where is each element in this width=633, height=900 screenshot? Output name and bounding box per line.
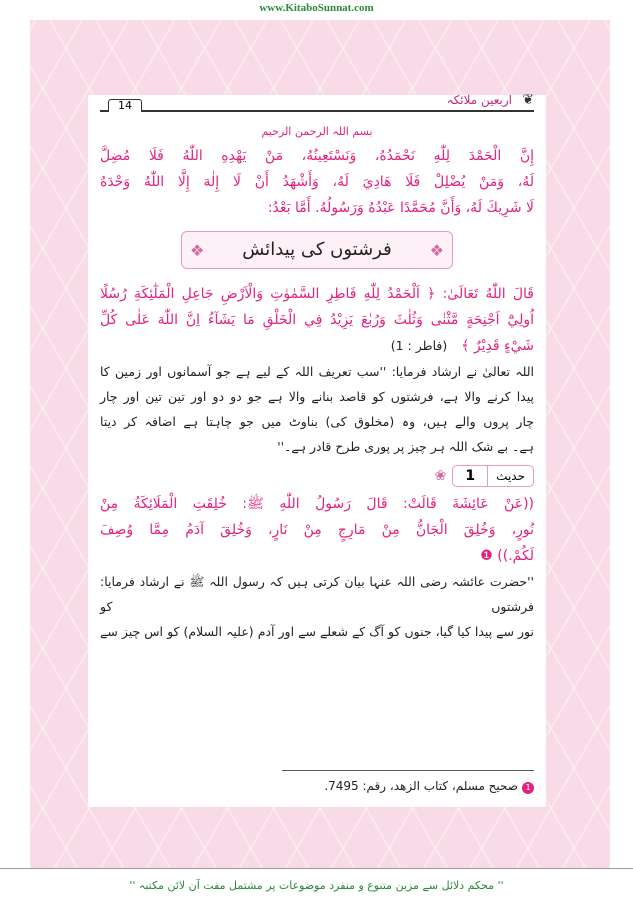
- footnote-rule: [282, 770, 534, 771]
- khutba-line: إِنَّ الْحَمْدَ لِلّٰهِ نَحْمَدُهُ، وَنَسْتَعِينُهُ، مَنْ يَهْدِهِ اللّٰهُ فَلَا مُضِلَّ: [100, 148, 534, 164]
- hadith-label: [452, 465, 534, 487]
- ornament-icon: ❦: [522, 92, 534, 108]
- footnote-area: [100, 756, 534, 797]
- bismillah: بسم اللہ الرحمن الرحیم: [261, 125, 373, 138]
- translation-line: پیدا کرنے والا ہے، فرشتوں کو قاصد بنانے والا ہے جو دو دو اور تین تین اور چار: [100, 389, 534, 404]
- footnote: [100, 775, 534, 797]
- hadith-arabic-line: نُورٍ، وَخُلِقَ الْجَانُّ مِنْ مَارِجٍ مِنْ نَارٍ، وَخُلِقَ آدَمُ مِمَّا وُصِفَ: [100, 522, 534, 538]
- khutba-line: لَا شَرِيكَ لَهُ، وَأَنَّ مُحَمَّدًا عَبْدُهُ وَرَسُولُهُ. أَمَّا بَعْدُ:: [267, 200, 534, 216]
- book-title: اربعین ملائکہ: [446, 93, 512, 107]
- verse-reference: (فاطر : 1): [390, 338, 448, 353]
- hadith-urdu-line: ''حضرت عائشہ رضی اللہ عنہا بیان کرتی ہیں کہ رسول اللہ ﷺ نے ارشاد فرمایا: فرشتوں کو: [100, 574, 534, 614]
- hadith-heading: [100, 465, 534, 487]
- page-panel: [88, 92, 546, 807]
- khutba-line: لَهُ، وَمَنْ يُضْلِلْ فَلَا هَادِيَ لَهُ، وَأَشْهَدُ أَنْ لَا إِلٰهَ إِلَّا اللّٰهُ وَحْدَهُ: [100, 174, 534, 190]
- footer-rule: [0, 868, 633, 869]
- chapter-title-box: [181, 231, 453, 269]
- header-rule: [100, 110, 534, 112]
- hadith-arabic-line: ((عَنْ عَائِشَةَ قَالَتْ: قَالَ رَسُولُ اللّٰهِ ﷺ: خُلِقَتِ الْمَلَائِكَةُ مِنْ: [100, 496, 534, 512]
- verse-line: قَالَ اللّٰهُ تَعَالَىٰ: ﴿ اَلْحَمْدُ لِلّٰهِ فَاطِرِ السَّمٰوٰتِ وَالْاَرْضِ جَاعِلِ الْمَلٰٓئِكَةِ رُسُلًا: [100, 286, 534, 302]
- hadith-arabic-line: لَكُمْ.)) ❶: [480, 548, 534, 564]
- footnote-marker: 1: [522, 782, 534, 794]
- verse-line: اُولِيْٓ اَجْنِحَةٍ مَّثْنٰى وَثُلٰثَ وَرُبٰعَ يَزِيْدُ فِي الْخَلْقِ مَا يَشَآءُ اِنَّ اللّٰهَ عَلٰى كُلِّ: [100, 312, 534, 328]
- translation-line: چار پروں والے ہیں، وہ (مخلوق کی) بناوٹ میں جو چاہتا ہے اضافہ کر دیتا: [100, 414, 534, 429]
- floral-ornament-icon: ❀: [434, 468, 447, 484]
- chapter-title: فرشتوں کی پیدائش: [242, 239, 392, 260]
- page-header: [100, 92, 534, 117]
- hadith-urdu-line: نور سے پیدا کیا گیا، جنوں کو آگ کے شعلے سے اور آدم (علیہ السلام) کو اس چیز سے: [100, 624, 534, 639]
- page-number: 14: [108, 99, 142, 112]
- footer-text: '' محکم دلائل سے مزین متنوع و منفرد موضوعات پر مشتمل مفت آن لائن مکتبہ '': [129, 879, 504, 892]
- hadith-label-text: حدیث: [496, 469, 525, 483]
- flower-icon: ❖: [190, 240, 205, 260]
- footnote-text: صحيح مسلم، كتاب الزهد، رقم: 7495.: [324, 779, 518, 793]
- flower-icon: ❖: [429, 240, 444, 260]
- translation-line: اللہ تعالیٰ نے ارشاد فرمایا: ''سب تعریف اللہ کے لیے ہے جو آسمانوں اور زمین کا: [100, 364, 534, 379]
- translation-line: ہے۔ بے شک اللہ ہر چیز پر پوری طرح قادر ہے۔'': [277, 439, 534, 454]
- hadith-number: 1: [453, 466, 488, 486]
- verse-line: شَيْءٍ قَدِيْرٌ ﴾: [461, 338, 534, 354]
- verse-end-row: [100, 333, 534, 359]
- site-url[interactable]: www.KitaboSunnat.com: [259, 2, 374, 14]
